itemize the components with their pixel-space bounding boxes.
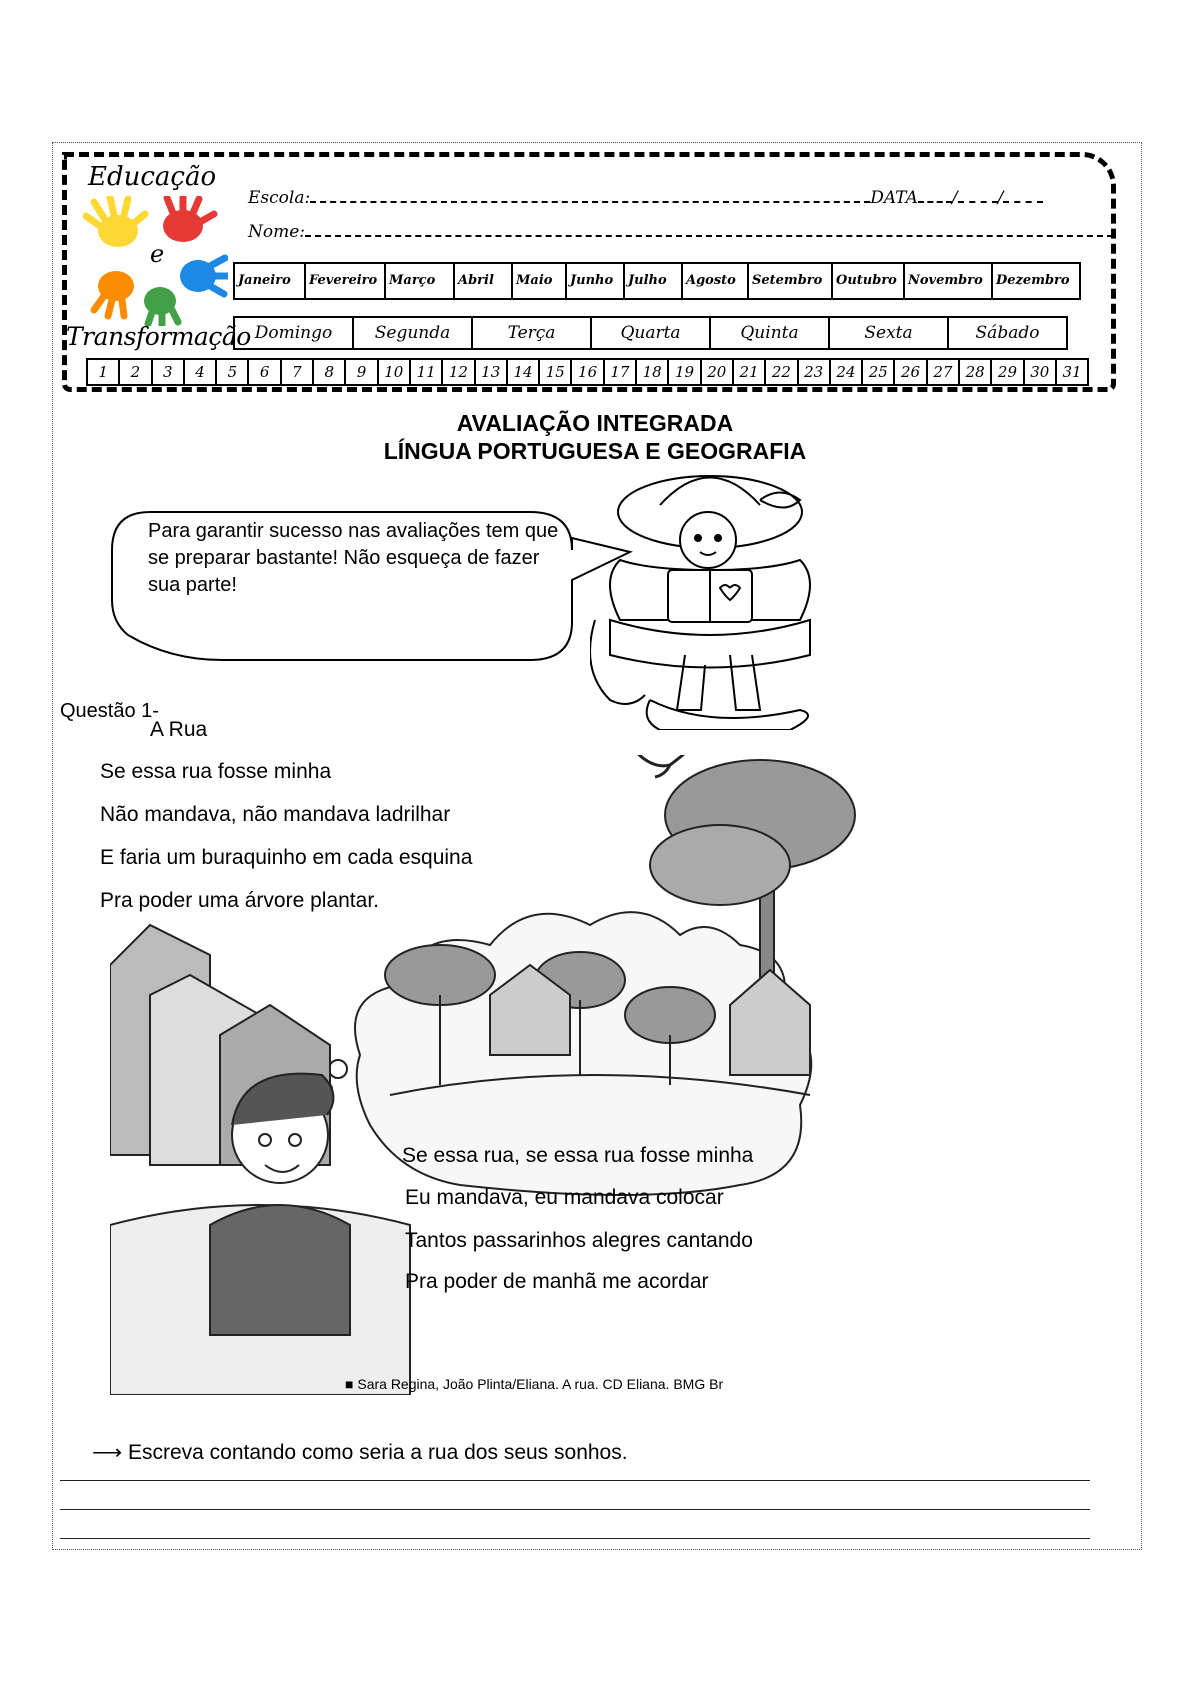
weekday-cell[interactable]: Terça	[473, 318, 592, 348]
answer-line[interactable]	[60, 1480, 1090, 1481]
day-number-cell[interactable]: 6	[249, 360, 281, 384]
day-number-cell[interactable]: 1	[88, 360, 120, 384]
weekday-cell[interactable]: Segunda	[354, 318, 473, 348]
day-number-cell[interactable]: 13	[476, 360, 508, 384]
instruction	[92, 1440, 628, 1465]
poem-line: Se essa rua, se essa rua fosse minha	[402, 1144, 754, 1167]
months-row	[233, 262, 1081, 300]
day-number-cell[interactable]: 19	[669, 360, 701, 384]
school-label: Escola:	[248, 188, 311, 208]
title-line-1: AVALIAÇÃO INTEGRADA	[456, 410, 734, 436]
day-number-cell[interactable]: 22	[766, 360, 798, 384]
date-day-line[interactable]	[918, 189, 952, 203]
instruction-text: Escreva contando como seria a rua dos seus sonhos.	[127, 1441, 628, 1464]
month-cell[interactable]: Janeiro	[235, 264, 306, 298]
question-1-label: Questão 1-	[60, 700, 159, 722]
day-number-cell[interactable]: 29	[992, 360, 1024, 384]
month-cell[interactable]: Junho	[567, 264, 625, 298]
poem-line: E faria um buraquinho em cada esquina	[100, 846, 473, 869]
answer-line[interactable]	[60, 1538, 1090, 1539]
weekday-cell[interactable]: Sábado	[949, 318, 1068, 348]
poem-credit-text: Sara Regina, João Plinta/Eliana. A rua. CD Eliana. BMG Br	[357, 1376, 724, 1392]
school-line[interactable]	[310, 189, 870, 203]
month-cell[interactable]: Novembro	[905, 264, 993, 298]
day-number-cell[interactable]: 18	[637, 360, 669, 384]
name-field[interactable]	[248, 222, 1113, 242]
day-number-cell[interactable]: 5	[217, 360, 249, 384]
day-number-cell[interactable]: 2	[120, 360, 152, 384]
month-cell[interactable]: Julho	[625, 264, 683, 298]
date-month-line[interactable]	[958, 189, 998, 203]
name-label: Nome:	[248, 222, 306, 242]
day-number-cell[interactable]: 4	[185, 360, 217, 384]
date-sep-2: /	[997, 188, 1004, 208]
arrow-right-icon: ⟶	[92, 1441, 123, 1464]
month-cell[interactable]: Abril	[455, 264, 513, 298]
day-number-cell[interactable]: 28	[960, 360, 992, 384]
day-number-cell[interactable]: 11	[411, 360, 443, 384]
day-number-cell[interactable]: 17	[605, 360, 637, 384]
day-number-cell[interactable]: 12	[443, 360, 475, 384]
poem-line: Pra poder de manhã me acordar	[405, 1270, 709, 1293]
month-cell[interactable]: Maio	[513, 264, 567, 298]
logo-text-bottom: Transformação	[66, 322, 251, 351]
answer-line[interactable]	[60, 1509, 1090, 1510]
day-number-cell[interactable]: 8	[314, 360, 346, 384]
day-number-cell[interactable]: 3	[153, 360, 185, 384]
month-cell[interactable]: Dezembro	[993, 264, 1081, 298]
day-number-cell[interactable]: 30	[1025, 360, 1057, 384]
day-number-cell[interactable]: 14	[508, 360, 540, 384]
day-number-cell[interactable]: 25	[863, 360, 895, 384]
poem-line: Não mandava, não mandava ladrilhar	[100, 803, 451, 826]
name-line[interactable]	[305, 223, 1113, 237]
month-cell[interactable]: Fevereiro	[306, 264, 386, 298]
poem-line: Tantos passarinhos alegres cantando	[405, 1229, 753, 1252]
month-cell[interactable]: Setembro	[749, 264, 833, 298]
day-number-cell[interactable]: 20	[702, 360, 734, 384]
logo-text-top: Educação	[88, 162, 217, 192]
school-field[interactable]	[248, 188, 1043, 208]
poem-title: A Rua	[150, 718, 208, 741]
day-number-cell[interactable]: 10	[379, 360, 411, 384]
day-number-cell[interactable]: 23	[799, 360, 831, 384]
speech-bubble-text: Para garantir sucesso nas avaliações tem que se preparar bastante! Não esqueça de fazer sua parte!	[148, 520, 559, 596]
weekdays-row	[233, 316, 1068, 350]
title-line-2: LÍNGUA PORTUGUESA E GEOGRAFIA	[383, 438, 807, 464]
poem-line: Se essa rua fosse minha	[100, 760, 332, 783]
weekday-cell[interactable]: Quinta	[711, 318, 830, 348]
poem-line: Pra poder uma árvore plantar.	[100, 889, 379, 912]
weekday-cell[interactable]: Quarta	[592, 318, 711, 348]
poem-line: Eu mandava, eu mandava colocar	[405, 1186, 724, 1209]
date-year-line[interactable]	[1003, 189, 1043, 203]
day-number-cell[interactable]: 9	[346, 360, 378, 384]
day-number-cell[interactable]: 21	[734, 360, 766, 384]
date-label: DATA	[870, 188, 918, 208]
date-sep-1: /	[951, 188, 958, 208]
day-number-cell[interactable]: 15	[540, 360, 572, 384]
poem-credit: ■ Sara Regina, João Plinta/Eliana. A rua. CD Eliana. BMG Br	[345, 1376, 724, 1392]
month-cell[interactable]: Março	[386, 264, 455, 298]
day-number-cell[interactable]: 26	[895, 360, 927, 384]
girl-reading-illustration	[590, 470, 830, 730]
day-number-cell[interactable]: 31	[1057, 360, 1089, 384]
day-numbers-row	[86, 358, 1089, 386]
day-number-cell[interactable]: 7	[282, 360, 314, 384]
logo-text-middle: e	[150, 240, 165, 268]
hands-logo-icon	[78, 196, 228, 326]
month-cell[interactable]: Outubro	[833, 264, 905, 298]
weekday-cell[interactable]: Domingo	[235, 318, 354, 348]
day-number-cell[interactable]: 27	[928, 360, 960, 384]
day-number-cell[interactable]: 24	[831, 360, 863, 384]
month-cell[interactable]: Agosto	[683, 264, 749, 298]
day-number-cell[interactable]: 16	[572, 360, 604, 384]
weekday-cell[interactable]: Sexta	[830, 318, 949, 348]
